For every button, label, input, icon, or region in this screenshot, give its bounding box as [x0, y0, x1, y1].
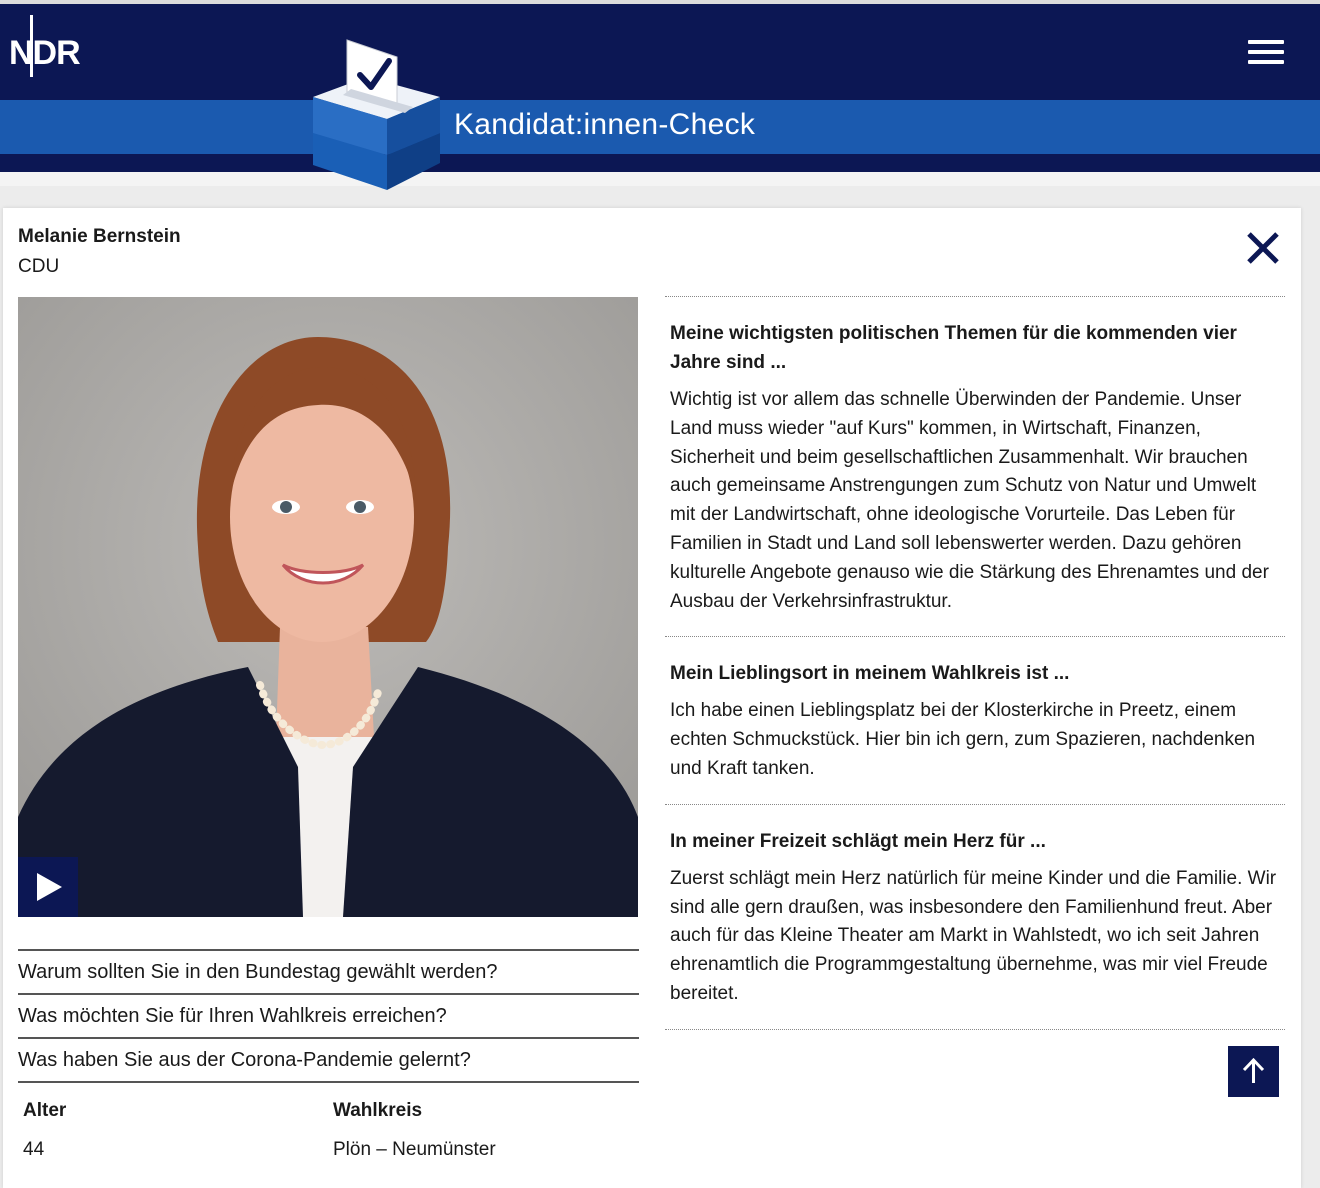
play-icon: [18, 857, 78, 917]
age-label: Alter: [23, 1100, 67, 1121]
answer-heading: In meiner Freizeit schlägt mein Herz für ...: [670, 830, 1046, 852]
divider: [18, 1081, 639, 1083]
age-value: 44: [23, 1139, 45, 1160]
answer-text: Wichtig ist vor allem das schnelle Überwinden der Pandemie. Unser Land muss wieder "auf Kurs" kommen, in Wirtschaft, Finanzen, Sicherheit und beim gesellschaftlichen Zusammenhalt. Wir brauchen auch gemeinsame Anstrengungen zum Schutz von Natur und Umwelt mit der Landwirtschaft, ohne ideologische Vorurteile. Das Leben für Familien in Stadt und Land soll lebenswerter werden. Dazu gehören kulturelle Angebote genauso wie die Stärkung des Ehrenamtes und der Ausbau der Verkehrsinfrastruktur.: [670, 389, 1269, 612]
answer-text: Zuerst schlägt mein Herz natürlich für meine Kinder und die Familie. Wir sind alle gern draußen, was insbesondere den Familienhund freut. Aber auch für das Kleine Theater am Markt in Wahlstedt, wo ich seit Jahren ehrenamtlich die Programmgestaltung übernehme, was mir viel Freude bereitet.: [670, 867, 1277, 1004]
question-link[interactable]: Was möchten Sie für Ihren Wahlkreis erreichen?: [18, 993, 639, 1037]
arrow-up-icon: [1228, 1046, 1279, 1097]
ballot-box-icon: [305, 35, 450, 190]
site-header: [0, 4, 1320, 100]
question-link[interactable]: Warum sollten Sie in den Bundestag gewählt werden?: [18, 949, 639, 993]
answer-heading: Meine wichtigsten politischen Themen für die kommenden vier Jahre sind ...: [670, 323, 1237, 373]
answer-section: [665, 296, 1285, 636]
candidate-party: CDU: [18, 256, 60, 277]
answer-section: [665, 636, 1285, 803]
ndr-logo[interactable]: NDR: [9, 34, 80, 72]
answer-text: Ich habe einen Lieblingsplatz bei der Klosterkirche in Preetz, einem echten Schmuckstück. Hier bin ich gern, zum Spazieren, nachdenken und Kraft tanken.: [670, 700, 1256, 779]
play-video-button[interactable]: [18, 857, 78, 917]
district-value: Plön – Neumünster: [333, 1139, 496, 1160]
district-label: Wahlkreis: [333, 1100, 423, 1121]
candidate-photo: [18, 297, 638, 917]
close-icon[interactable]: [1243, 228, 1283, 268]
answer-section: [665, 804, 1285, 1029]
candidate-name: Melanie Bernstein: [18, 226, 181, 247]
hamburger-menu-icon[interactable]: [1248, 40, 1284, 68]
scroll-to-top-button[interactable]: [1228, 1046, 1279, 1097]
divider: [665, 1029, 1285, 1030]
answer-heading: Mein Lieblingsort in meinem Wahlkreis ist ...: [670, 663, 1070, 685]
answers: [665, 296, 1285, 1030]
portrait-illustration: [18, 297, 638, 917]
candidate-card: [3, 208, 1301, 1188]
title-band-shadow: [0, 154, 1320, 186]
question-list: [18, 949, 639, 1083]
question-link[interactable]: Was haben Sie aus der Corona-Pandemie gelernt?: [18, 1037, 639, 1081]
page-title: Kandidat:innen-Check: [454, 108, 756, 141]
